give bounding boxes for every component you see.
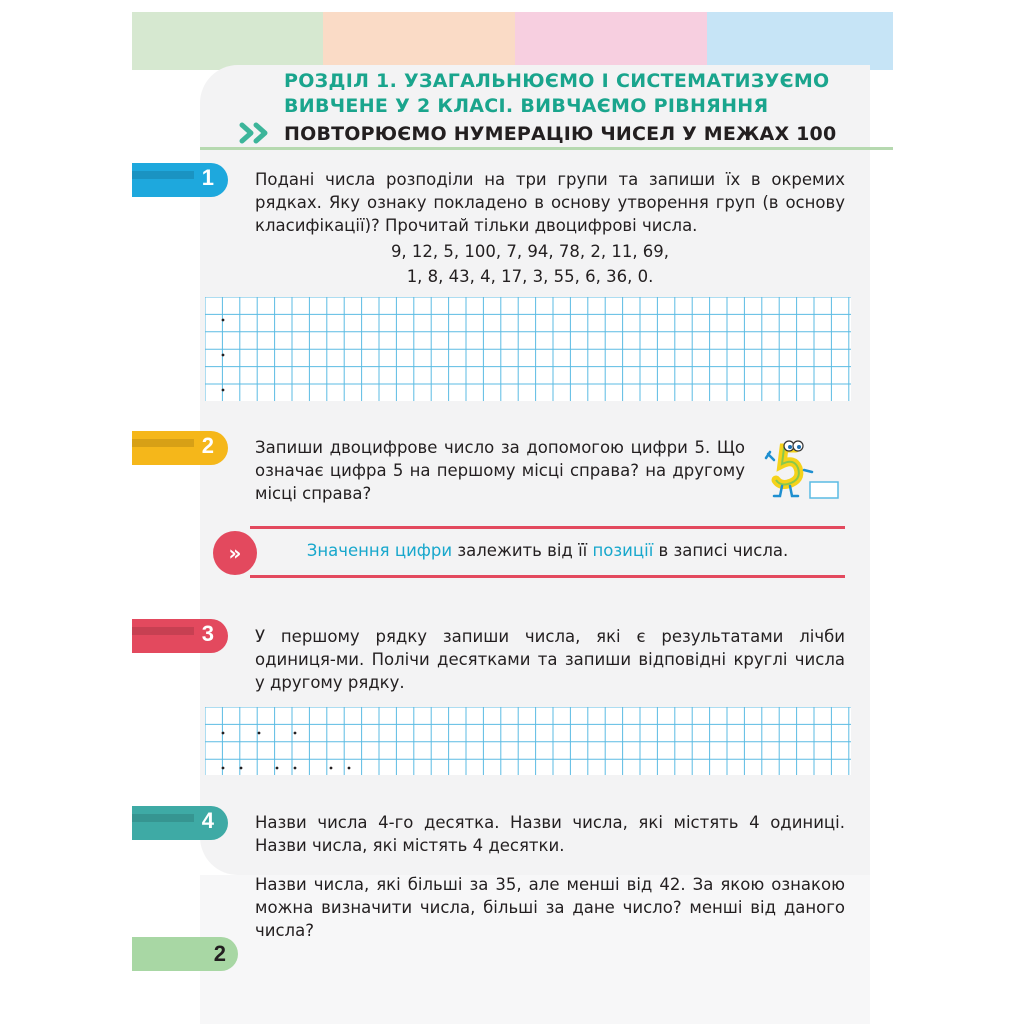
exercise-4-text: Назви числа 4-го десятка. Назви числа, які містять 4 одиниці. Назви числа, які містять 4 десятки. bbox=[255, 813, 845, 855]
tab-band bbox=[132, 171, 194, 179]
page-number: 2 bbox=[213, 941, 226, 966]
header-stripe-green bbox=[132, 12, 323, 70]
rule-text-part4: в записі числа. bbox=[653, 541, 789, 560]
exercise-1-numbers-line2: 1, 8, 43, 4, 17, 3, 55, 6, 36, 0. bbox=[406, 267, 654, 286]
topic-title: ПОВТОРЮЄМО НУМЕРАЦІЮ ЧИСЕЛ У МЕЖАХ 100 bbox=[284, 123, 837, 145]
exercise-1-tab bbox=[132, 163, 228, 197]
topic-underline bbox=[200, 147, 893, 150]
exercise-1-number: 1 bbox=[201, 165, 214, 190]
exercise-1-numbers-line1: 9, 12, 5, 100, 7, 94, 78, 2, 11, 69, bbox=[390, 242, 670, 261]
rule-term-position: позиції bbox=[592, 541, 654, 560]
section-title-line1: РОЗДІЛ 1. УЗАГАЛЬНЮЄМО І СИСТЕМАТИЗУЄМО bbox=[284, 70, 830, 92]
header-stripe-blue bbox=[707, 12, 893, 70]
exercise-3-text: У першому рядку запиши числа, які є результатами лічби одиниця-ми. Полічи десятками та запиши відповідні круглі числа у другому рядку. bbox=[255, 627, 845, 692]
double-chevron-right-icon: » bbox=[213, 531, 257, 575]
tab-band bbox=[132, 627, 194, 635]
exercise-4-number: 4 bbox=[201, 808, 214, 833]
exercise-1-writing-grid[interactable] bbox=[205, 297, 851, 401]
header-stripe-pink bbox=[515, 12, 707, 70]
tab-band bbox=[132, 814, 194, 822]
exercise-2-tab bbox=[132, 431, 228, 465]
digit-five-mascot-icon bbox=[762, 440, 842, 502]
rule-term-digit-value: Значення цифри bbox=[306, 541, 453, 560]
exercise-3-number: 3 bbox=[201, 621, 214, 646]
rule-text bbox=[250, 541, 845, 560]
rule-text-part2: залежить від її bbox=[452, 541, 593, 560]
exercise-3-writing-grid[interactable] bbox=[205, 707, 851, 775]
exercise-2-number: 2 bbox=[201, 433, 214, 458]
header-stripe-orange bbox=[323, 12, 515, 70]
exercise-2-text: Запиши двоцифрове число за допомогою цифри 5. Що означає цифра 5 на першому місці справа? на другому місці справа? bbox=[255, 438, 745, 503]
section-title-line2: ВИВЧЕНЕ У 2 КЛАСІ. ВИВЧАЄМО РІВНЯННЯ bbox=[284, 95, 769, 117]
tab-band bbox=[132, 439, 194, 447]
exercise-1-text: Подані числа розподіли на три групи та запиши їх в окремих рядках. Яку ознаку покладено в основу утворення груп (в основу класифікації)? Прочитай тільки двоцифрові числа. bbox=[255, 170, 845, 235]
exercise-3-tab bbox=[132, 619, 228, 653]
exercise-4-text-2: Назви числа, які більші за 35, але менші від 42. За якою ознакою можна визначити числа, більші за дане число? менші від даного числа? bbox=[255, 875, 845, 940]
exercise-4-tab bbox=[132, 806, 228, 840]
rule-callout bbox=[250, 526, 845, 578]
double-chevron-right-icon bbox=[238, 121, 274, 145]
page-number-tab bbox=[132, 937, 238, 971]
